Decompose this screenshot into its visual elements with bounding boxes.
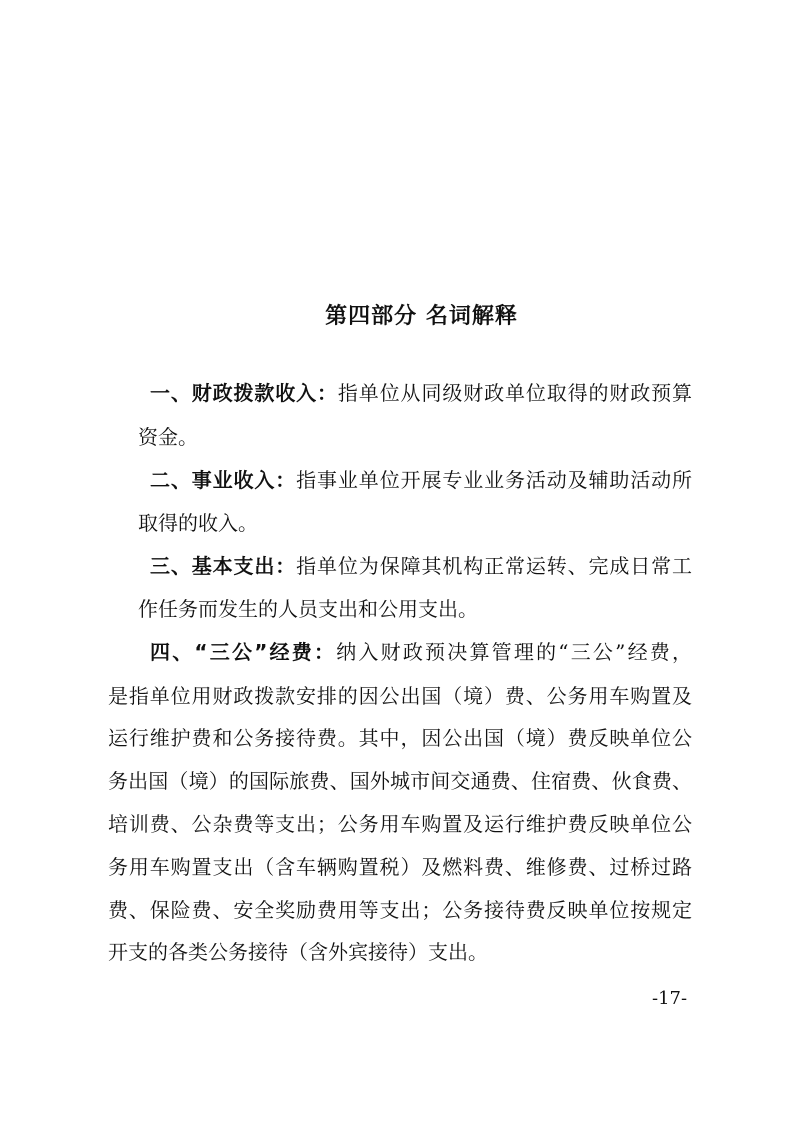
text-line xyxy=(150,551,692,581)
text: 指单位为保障其机构正常运转、完成日常工 xyxy=(296,554,693,578)
term: 二、事业收入： xyxy=(150,468,297,492)
text: 指事业单位开展专业业务活动及辅助活动所 xyxy=(296,468,693,492)
page-number: -17- xyxy=(652,988,688,1009)
text-line xyxy=(150,378,692,408)
term: 三、基本支出： xyxy=(150,554,297,578)
text-line: 取得的收入。 xyxy=(138,511,258,535)
text-line xyxy=(150,637,692,667)
term: 四、“三公”经费： xyxy=(150,640,337,664)
text-line: 作任务而发生的人员支出和公用支出。 xyxy=(138,597,478,621)
text-line xyxy=(150,465,692,495)
page-title: 第四部分 名词解释 xyxy=(325,304,518,329)
text: 纳入财政预决算管理的“三公”经费， xyxy=(336,640,692,664)
text-line: 运行维护费和公务接待费。其中，因公出国（境）费反映单位公 xyxy=(108,726,692,750)
text-line: 费、保险费、安全奖励费用等支出；公务接待费反映单位按规定 xyxy=(108,898,692,922)
text-line: 务用车购置支出（含车辆购置税）及燃料费、维修费、过桥过路 xyxy=(108,855,692,879)
text-line: 是指单位用财政拨款安排的因公出国（境）费、公务用车购置及 xyxy=(108,684,692,708)
term: 一、财政拨款收入： xyxy=(150,381,338,405)
text-line: 开支的各类公务接待（含外宾接待）支出。 xyxy=(108,940,488,964)
text: 指单位从同级财政单位取得的财政预算 xyxy=(337,381,693,405)
text-line: 资金。 xyxy=(138,425,198,449)
text-line: 务出国（境）的国际旅费、国外城市间交通费、住宿费、伙食费、 xyxy=(108,769,692,793)
text-line: 培训费、公杂费等支出；公务用车购置及运行维护费反映单位公 xyxy=(108,812,692,836)
